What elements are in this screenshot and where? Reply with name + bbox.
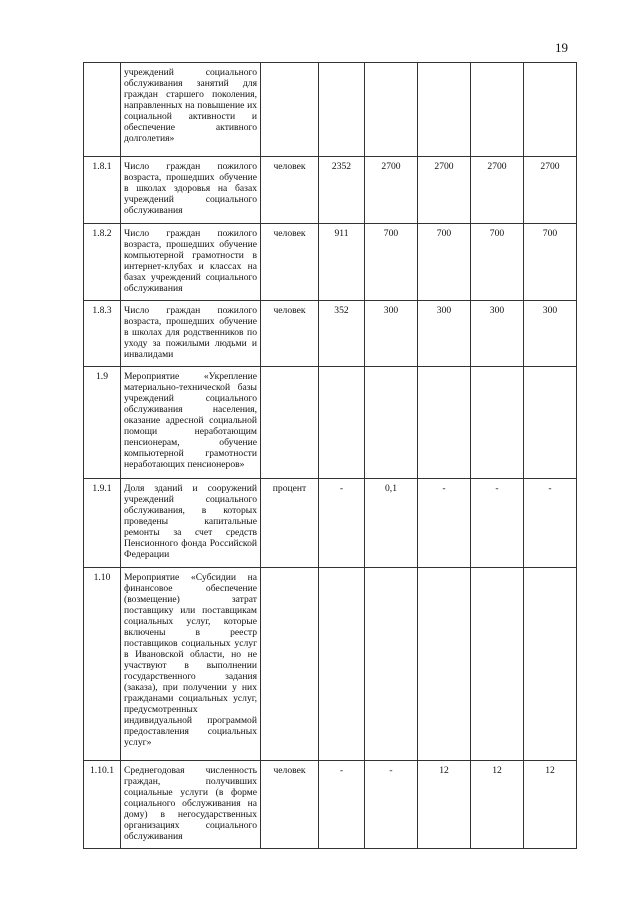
row-value: 0,1: [365, 479, 418, 568]
row-unit: процент: [261, 479, 319, 568]
row-value: 2700: [418, 157, 471, 224]
row-value: 911: [319, 224, 365, 301]
row-value: [319, 367, 365, 479]
row-value: 700: [524, 224, 577, 301]
row-value: 12: [418, 761, 471, 849]
row-value: [524, 63, 577, 157]
table-row: [84, 479, 577, 568]
row-unit: человек: [261, 301, 319, 367]
row-value: 300: [471, 301, 524, 367]
row-value: [365, 367, 418, 479]
row-description: Число граждан пожилого возраста, прошедших обучение в школах здоровья на базах учреждений социального обслуживания: [121, 157, 261, 224]
row-value: 700: [365, 224, 418, 301]
row-value: 300: [418, 301, 471, 367]
row-number: 1.10: [84, 568, 121, 761]
page-number: 19: [555, 40, 568, 55]
row-unit: человек: [261, 224, 319, 301]
row-value: -: [365, 761, 418, 849]
row-unit: человек: [261, 761, 319, 849]
row-description: учреждений социального обслуживания занятий для граждан старшего поколения, направленных на повышение их социальной активности и обеспечение активного долголетия»: [121, 63, 261, 157]
row-description: Доля зданий и сооружений учреждений социального обслуживания, в которых проведены капитальные ремонты за счет средств Пенсионного фонда Российской Федерации: [121, 479, 261, 568]
row-value: 12: [471, 761, 524, 849]
row-number: 1.8.3: [84, 301, 121, 367]
row-value: 2700: [471, 157, 524, 224]
row-number: 1.9: [84, 367, 121, 479]
row-value: 2700: [365, 157, 418, 224]
row-unit: человек: [261, 157, 319, 224]
row-value: [319, 568, 365, 761]
row-value: [365, 63, 418, 157]
row-unit: [261, 568, 319, 761]
table-row: [84, 157, 577, 224]
row-value: 352: [319, 301, 365, 367]
row-value: 700: [471, 224, 524, 301]
table-row: [84, 63, 577, 157]
row-number: 1.10.1: [84, 761, 121, 849]
indicators-table: [83, 62, 577, 849]
row-number: 1.8.1: [84, 157, 121, 224]
row-unit: [261, 367, 319, 479]
row-value: [471, 568, 524, 761]
table-row: [84, 367, 577, 479]
row-number: 1.9.1: [84, 479, 121, 568]
row-value: [418, 568, 471, 761]
row-value: [365, 568, 418, 761]
row-value: 2700: [524, 157, 577, 224]
row-value: -: [319, 479, 365, 568]
row-description: Среднегодовая численность граждан, получивших социальные услуги (в форме социального обслуживания на дому) в негосударственных организациях социального обслуживания: [121, 761, 261, 849]
row-value: -: [524, 479, 577, 568]
row-unit: [261, 63, 319, 157]
row-value: [524, 568, 577, 761]
row-number: 1.8.2: [84, 224, 121, 301]
row-value: 300: [524, 301, 577, 367]
row-value: [524, 367, 577, 479]
table-row: [84, 568, 577, 761]
row-value: [418, 63, 471, 157]
row-value: 2352: [319, 157, 365, 224]
row-value: 300: [365, 301, 418, 367]
row-value: -: [319, 761, 365, 849]
row-value: -: [471, 479, 524, 568]
row-description: Число граждан пожилого возраста, прошедших обучение в школах для родственников по уходу за пожилыми людьми и инвалидами: [121, 301, 261, 367]
table-row: [84, 761, 577, 849]
row-description: Мероприятие «Субсидии на финансовое обеспечение (возмещение) затрат поставщику или поставщикам социальных услуг, которые включены в реестр поставщиков социальных услуг в Ивановской области, но не участвуют в выполнении государственного задания (заказа), при получении у них гражданами социальных услуг, предусмотренных индивидуальной программой предоставления социальных услуг»: [121, 568, 261, 761]
row-description: Мероприятие «Укрепление материально-технической базы учреждений социального обслуживания населения, оказание адресной социальной помощи неработающим пенсионерам, обучение компьютерной грамотности неработающих пенсионеров»: [121, 367, 261, 479]
row-description: Число граждан пожилого возраста, прошедших обучение компьютерной грамотности в интернет-клубах и классах на базах учреждений социального обслуживания: [121, 224, 261, 301]
table-row: [84, 301, 577, 367]
table-row: [84, 224, 577, 301]
row-number: [84, 63, 121, 157]
row-value: [471, 63, 524, 157]
row-value: 12: [524, 761, 577, 849]
row-value: [418, 367, 471, 479]
row-value: [319, 63, 365, 157]
row-value: 700: [418, 224, 471, 301]
row-value: -: [418, 479, 471, 568]
row-value: [471, 367, 524, 479]
